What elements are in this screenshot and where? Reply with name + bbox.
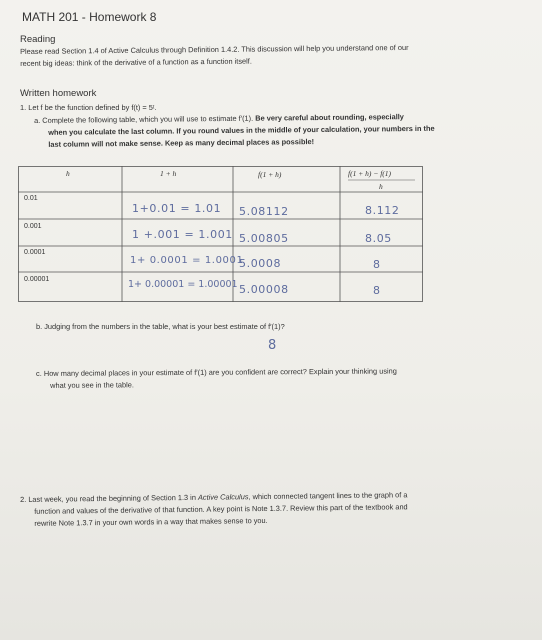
reading-line-1: Please read Section 1.4 of Active Calculus through Definition 1.4.2. This discussion will help you understand one of our bbox=[20, 42, 409, 56]
header-quotient-numerator: f(1 + h) − f(1) bbox=[348, 169, 392, 178]
row-3-one-plus-h: 1+ 0.0001 = 1.0001 bbox=[130, 255, 244, 266]
row-2-quotient: 8.05 bbox=[365, 232, 392, 245]
q2-line-2: function and values of the derivative of that function. A key point is Note 1.3.7. Review this part of the textbook and bbox=[34, 502, 408, 516]
q1a-line-3: last column will not make sense. Keep as many decimal places as possible! bbox=[48, 137, 315, 149]
reading-paragraph bbox=[20, 41, 520, 70]
row-1-h: 0.01 bbox=[24, 195, 38, 202]
row-4-quotient: 8 bbox=[373, 284, 381, 297]
row-2-f: 5.00805 bbox=[239, 232, 289, 245]
header-quotient-denominator: h bbox=[379, 182, 383, 191]
q2-line-3: rewrite Note 1.3.7 in your own words in a way that makes sense to you. bbox=[34, 515, 268, 528]
question-1b: b. Judging from the numbers in the table, what is your best estimate of f′(1)? bbox=[36, 322, 285, 331]
row-1-quotient: 8.112 bbox=[365, 204, 400, 217]
reading-line-2: recent big ideas: think of the derivative of a function as a function itself. bbox=[20, 56, 252, 68]
row-2-one-plus-h: 1 +.001 = 1.001 bbox=[132, 228, 233, 241]
row-4-h: 0.00001 bbox=[24, 276, 50, 283]
q1a-bold: Be very careful about rounding, especially bbox=[255, 112, 404, 123]
q1c-line-1: c. How many decimal places in your estimate of f′(1) are you confident are correct? Explain your thinking using bbox=[36, 366, 397, 378]
row-1-one-plus-h: 1+0.01 = 1.01 bbox=[132, 202, 222, 215]
question-1a bbox=[34, 110, 514, 151]
row-3-quotient: 8 bbox=[373, 258, 381, 271]
row-1-f: 5.08112 bbox=[239, 205, 289, 218]
q1c-line-2: what you see in the table. bbox=[50, 380, 134, 390]
q1a-text: a. Complete the following table, which you will use to estimate f′(1). bbox=[34, 113, 256, 125]
reading-heading: Reading bbox=[20, 34, 56, 45]
header-f: f(1 + h) bbox=[258, 170, 282, 179]
question-1-intro: 1. Let f be the function defined by f(t) = 5ᵗ. bbox=[20, 103, 157, 112]
row-4-one-plus-h: 1+ 0.00001 = 1.00001 bbox=[128, 279, 238, 290]
row-3-h: 0.0001 bbox=[24, 249, 46, 256]
estimate-table bbox=[18, 166, 423, 302]
row-2-h: 0.001 bbox=[24, 223, 42, 230]
row-4-f: 5.00008 bbox=[239, 283, 289, 296]
q2-text-a: 2. Last week, you read the beginning of Section 1.3 in bbox=[20, 492, 199, 504]
written-homework-heading: Written homework bbox=[20, 88, 97, 99]
question-1c bbox=[36, 365, 506, 392]
header-h: h bbox=[66, 169, 70, 178]
question-1b-answer: 8 bbox=[268, 338, 277, 353]
page-title: MATH 201 - Homework 8 bbox=[22, 10, 157, 24]
row-3-f: 5.0008 bbox=[239, 257, 282, 270]
q2-text-b: , which connected tangent lines to the graph of a bbox=[248, 490, 408, 502]
q2-book-title: Active Calculus bbox=[197, 492, 249, 502]
q1a-line-2: when you calculate the last column. If you round values in the middle of your calculation, your numbers in the bbox=[48, 123, 435, 137]
question-2 bbox=[20, 488, 510, 530]
header-one-plus-h: 1 + h bbox=[160, 169, 177, 178]
